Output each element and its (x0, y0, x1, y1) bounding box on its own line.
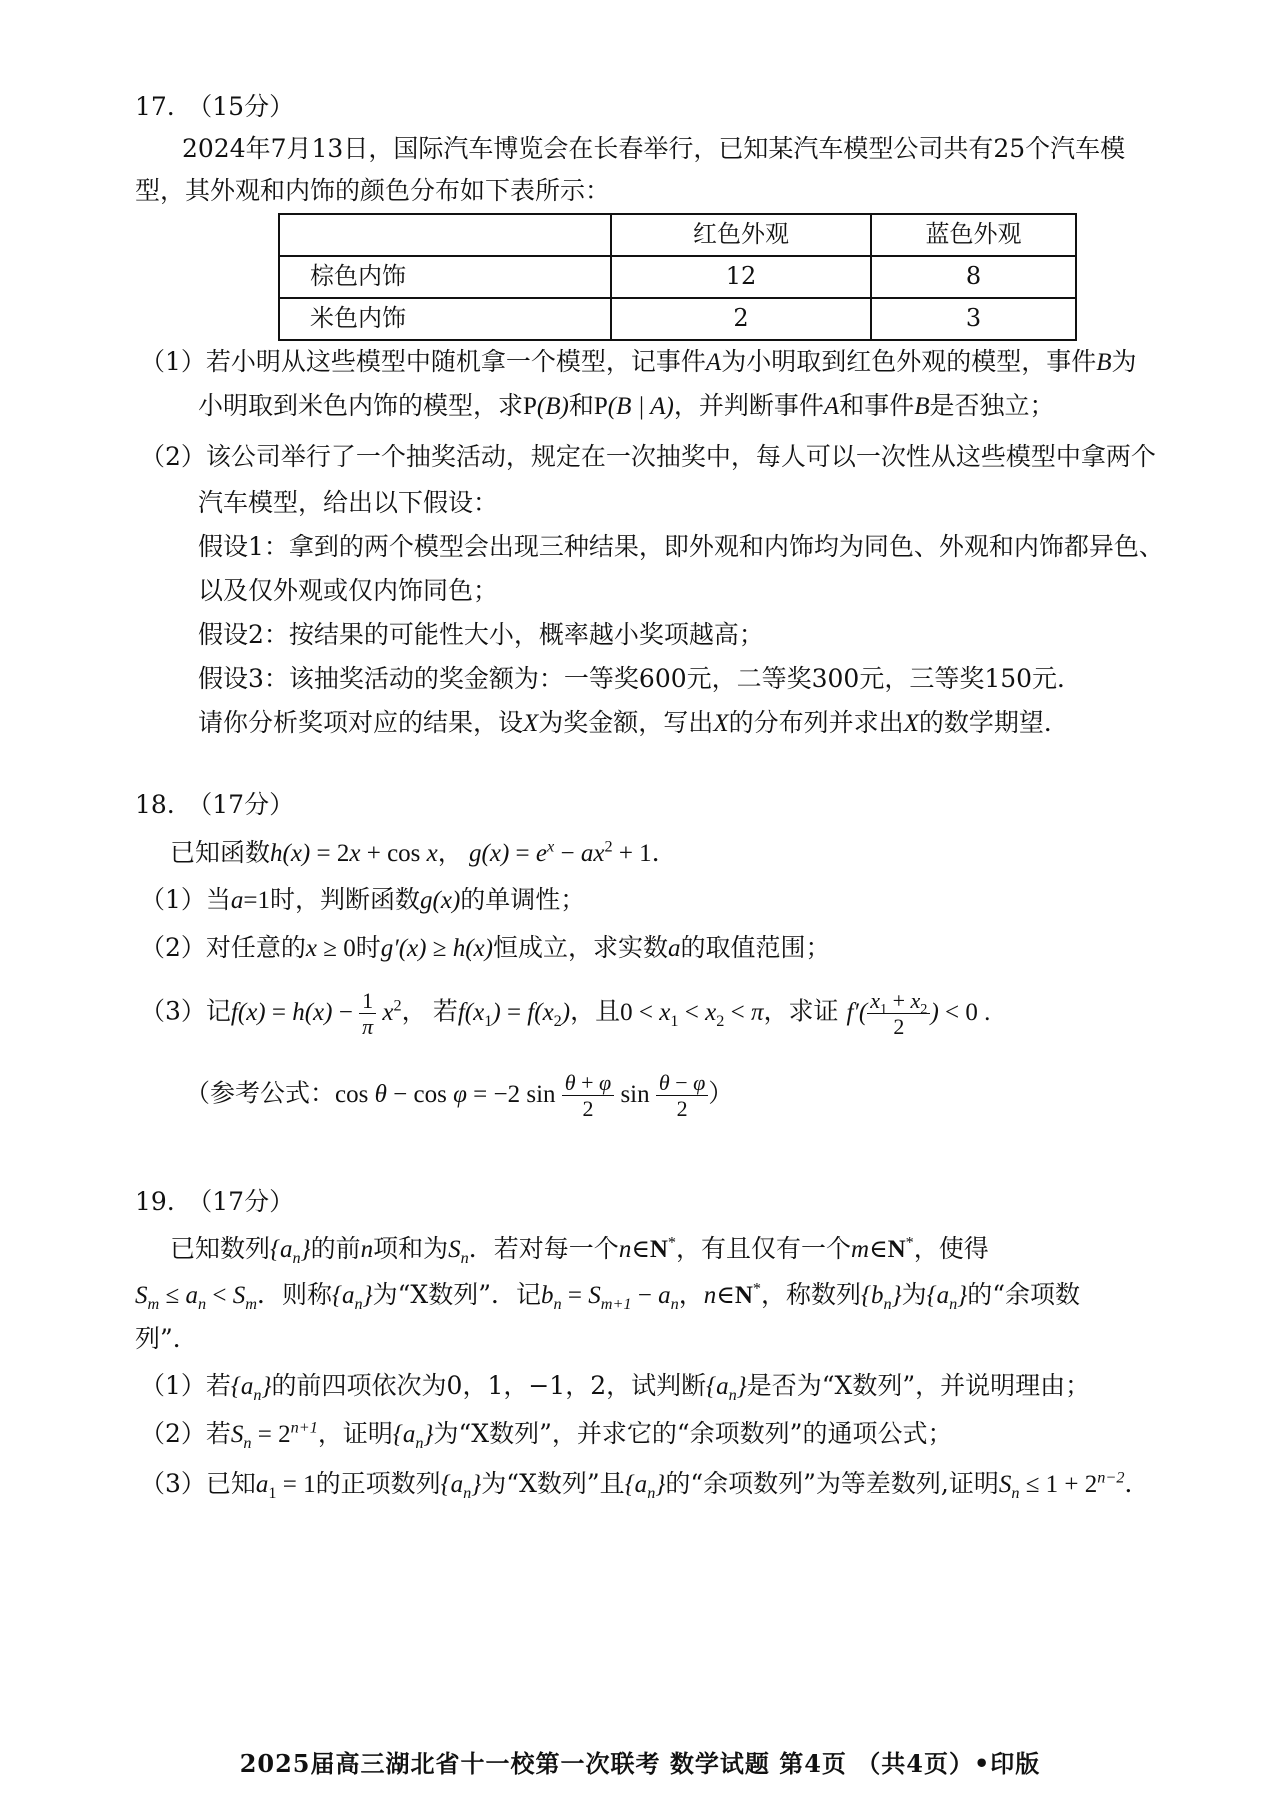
q17-header: 17. （15分） (135, 92, 295, 121)
q19-intro-text: ，使得 (913, 1234, 989, 1263)
q19-part2-text: 若 (205, 1419, 231, 1448)
q18-part2: （2）对任意的x ≥ 0时g′(x) ≥ h(x)恒成立，求实数a的取值范围； (140, 933, 831, 962)
q18-part3-label: （3） (140, 996, 206, 1026)
q18-part2-label: （2） (140, 933, 206, 962)
q19-intro-text: ，称数列 (761, 1280, 862, 1309)
q19-intro-line2: $S_m \le a_n < S_m$．则称$\{a_n\}$为“X数列”．记$b_n = S_{m+1} - a_n$，n∈N*，称数列$\{b_n\}$为$\{a_n\}$的“余项数 (135, 1279, 1081, 1313)
table-row-label: 棕色内饰 (279, 256, 611, 298)
q18-reference-formula (185, 1070, 733, 1122)
table-row-label: 米色内饰 (279, 298, 611, 340)
q17-part1-text: 为 (1111, 347, 1137, 376)
q18-ref-label: （参考公式： (185, 1078, 336, 1108)
color-distribution-table (278, 213, 1077, 341)
q18-part3-text: 若 (432, 996, 458, 1026)
q17-hyp3: 假设3：该抽奖活动的奖金额为：一等奖600元，二等奖300元，三等奖150元． (198, 664, 1083, 693)
table-header-cell (279, 214, 611, 256)
q17-intro-line1: 2024年7月13日，国际汽车博览会在长春举行，已知某汽车模型公司共有25个汽车模 (182, 134, 1126, 163)
q19-intro-text: 为 (901, 1280, 927, 1309)
q18-part1-label: （1） (140, 885, 206, 914)
q19-intro-text: 已知数列 (170, 1234, 271, 1263)
q19-intro-text: 项和为 (373, 1234, 449, 1263)
q17-part1-text: 和 (568, 391, 594, 420)
q18-header: 18. （17分） (135, 790, 295, 819)
table-cell: 8 (871, 256, 1076, 298)
q19-part2-text: 为“X数列”，并求它的“余项数列”的通项公式； (433, 1419, 953, 1448)
q19-intro-text: 为“X数列”．记 (372, 1280, 541, 1309)
table-cell: 3 (871, 298, 1076, 340)
q19-part3-text: 且 (599, 1469, 625, 1498)
table-cell: 12 (611, 256, 871, 298)
q19-intro-line1: 已知数列$\{a_n\}$的前n项和为$S_n$．若对每一个n∈N*，有且仅有一个m∈N*，使得 (170, 1233, 989, 1267)
q19-part2: （2）若$S_n = 2^{n+1}$，证明$\{a_n\}$为“X数列”，并求它的“余项数列”的通项公式； (140, 1418, 953, 1452)
q18-part2-text: 对任意的 (205, 933, 306, 962)
q19-part3-text: 的正项数列 (315, 1469, 441, 1498)
table-header-row (279, 214, 1076, 256)
table-cell: 2 (611, 298, 871, 340)
q18-part3-text: 记 (205, 996, 231, 1026)
q18-part1-text: 的单调性； (460, 885, 586, 914)
q19-intro-text: ．若对每一个 (468, 1234, 619, 1263)
q19-part1-text: 若 (205, 1371, 231, 1400)
q19-part2-label: （2） (140, 1419, 206, 1448)
q18-part2-text: 的取值范围； (680, 933, 831, 962)
q19-part3-text: 为“X数列” (481, 1469, 600, 1498)
q19-part1-label: （1） (140, 1371, 206, 1400)
q19-part3-text: 的“余项数列”为等差数列,证明 (665, 1469, 999, 1498)
formula-p-b: P(B) (523, 393, 569, 420)
q17-part1-text: 若小明从这些模型中随机拿一个模型，记事件 (205, 347, 706, 376)
q18-part2-text: 时 (355, 933, 381, 962)
q19-part1: （1）若$\{a_n\}$的前四项依次为0，1，−1，2，试判断$\{a_n\}$是否为“X数列”，并说明理由； (140, 1371, 1091, 1404)
q19-part3-label: （3） (140, 1469, 206, 1498)
q19-intro-text: 的前 (310, 1234, 361, 1263)
q18-part3: （3）记f(x) = h(x) − $\frac{1}{\pi}$ $x^2$， 若$f(x_1) = f(x_2)$，且$0 < x_1 < x_2 < \pi$，求证 f′( $\frac{x_1 + x_2}{2}$ ) < 0 . (140, 988, 991, 1040)
q17-part1-text: 为小明取到红色外观的模型，事件 (721, 347, 1097, 376)
q18-intro: 已知函数h(x) = 2x + cos x， $g(x) = e^x - ax^2 + 1$． (170, 837, 677, 867)
q17-part1-text: 小明取到米色内饰的模型，求 (198, 391, 524, 420)
table-header-cell: 红色外观 (611, 214, 871, 256)
table-row (279, 256, 1076, 298)
q17-part1-label: （1） (140, 347, 206, 376)
q19-intro-text: ，有且仅有一个 (676, 1234, 852, 1263)
table-row (279, 298, 1076, 340)
q19-part1-text: 的前四项依次为0，1，−1，2，试判断 (271, 1371, 707, 1400)
q18-part2-text: 恒成立，求实数 (492, 933, 668, 962)
q18-part1: （1）当a=1时，判断函数g(x)的单调性； (140, 885, 586, 914)
q17-hyp1-line1: 假设1：拿到的两个模型会出现三种结果，即外观和内饰均为同色、外观和内饰都异色、 (198, 532, 1164, 561)
q18-part3-text: ，求证 (763, 996, 839, 1026)
formula-derivative-claim: f′( $\frac{x_1 + x_2}{2}$ ) < 0 . (846, 988, 991, 1040)
q17-part1-line2: 小明取到米色内饰的模型，求P(B)和P(B | A)，并判断事件A和事件B是否独立； (198, 391, 1055, 420)
q18-part1-text: 当 (205, 885, 231, 914)
q17-hyp1-line2: 以及仅外观或仅内饰同色； (198, 576, 499, 605)
q19-part3-text: 已知 (205, 1469, 256, 1498)
q17-hyp2: 假设2：按结果的可能性大小，概率越小奖项越高； (198, 620, 764, 649)
q17-ask: 请你分析奖项对应的结果，设X为奖金额，写出X的分布列并求出X的数学期望． (198, 708, 1069, 737)
q19-part2-text: ，证明 (317, 1419, 393, 1448)
formula-f-def: f(x) = h(x) − $\frac{1}{\pi}$ $x^2$ (230, 988, 402, 1040)
q19-intro-line3: 列”． (135, 1324, 198, 1353)
q19-part1-text: 是否为“X数列”，并说明理由； (746, 1371, 1091, 1400)
q18-part3-text: ，且 (570, 996, 621, 1026)
formula-g-def: $g(x) = e^x - ax^2 + 1$ (469, 837, 652, 867)
q17-part2-line1 (140, 438, 1156, 477)
q19-intro-text: 的“余项数 (967, 1280, 1081, 1309)
q18-part1-text: 时，判断函数 (270, 885, 421, 914)
q18-ref-close: ） (708, 1078, 734, 1108)
q19-part3-text: ． (1124, 1469, 1150, 1498)
q17-ask-text: 请你分析奖项对应的结果，设 (198, 708, 524, 737)
q17-part1-text: 和事件 (839, 391, 915, 420)
q17-part1-text: 是否独立； (929, 391, 1055, 420)
q17-intro-line2: 型，其外观和内饰的颜色分布如下表所示： (135, 176, 611, 205)
q19-header: 19. （17分） (135, 1187, 295, 1216)
page-footer: 2025届高三湖北省十一校第一次联考 数学试题 第4页 （共4页）•印版 (239, 1749, 1041, 1778)
formula-p-b-given-a: P(B | A) (593, 393, 674, 420)
q17-part1-line1: （1）若小明从这些模型中随机拿一个模型，记事件A为小明取到红色外观的模型，事件B为 (140, 347, 1137, 376)
q19-intro-text: ．则称 (256, 1280, 332, 1309)
formula-cos-difference: cos θ − cos φ = −2 sin $\frac{\theta + \varphi}{2}$ sin $\frac{\theta - \varphi}{2}$ (335, 1081, 708, 1108)
q19-part3: （3）已知$a_1 = 1$的正项数列$\{a_n\}$为“X数列”且$\{a_n\}$的“余项数列”为等差数列,证明$S_n \le 1 + 2^{n-2}$． (140, 1468, 1150, 1502)
q17-ask-text: 为奖金额，写出 (538, 708, 714, 737)
q17-part2-line2: 汽车模型，给出以下假设： (198, 488, 499, 517)
q17-part2-text: 该公司举行了一个抽奖活动，规定在一次抽奖中，每人可以一次性从这些模型中拿两个 (205, 442, 1156, 471)
q17-part1-text: ，并判断事件 (673, 391, 824, 420)
q18-intro-text: 已知函数 (170, 838, 271, 867)
q17-part2-label: （2） (140, 442, 206, 471)
q17-ask-text: 的数学期望． (918, 708, 1069, 737)
table-header-cell: 蓝色外观 (871, 214, 1076, 256)
formula-h-def: h(x) = 2x + cos x (270, 840, 438, 867)
q17-ask-text: 的分布列并求出 (728, 708, 904, 737)
